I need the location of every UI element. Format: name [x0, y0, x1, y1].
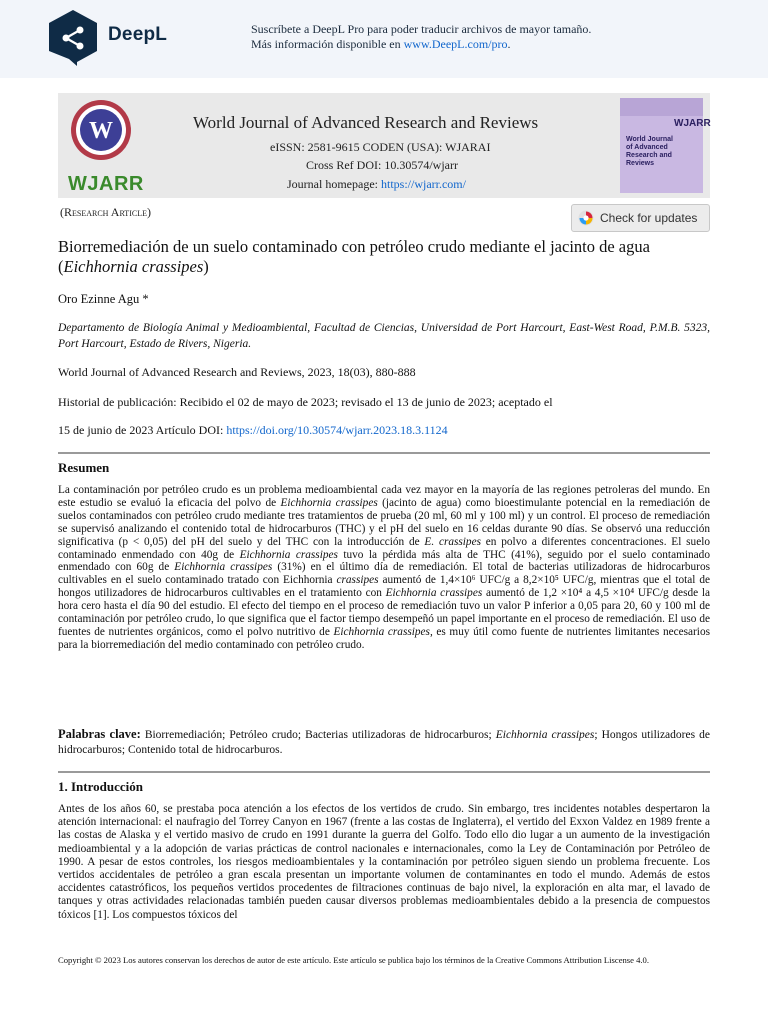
- check-updates-icon: [578, 210, 594, 226]
- copyright-notice: Copyright © 2023 Los autores conservan los derechos de autor de este artículo. Este artículo se publica bajo los términos de la Creative Commons Attribution Liscense 4.0.: [58, 955, 650, 965]
- journal-cover-image: [620, 98, 711, 193]
- abstract-part: tuvo la pérdida más alta de THC (41%), seguido por el suelo contaminado enmendado con 60g de: [58, 548, 710, 574]
- promo-link[interactable]: www.DeepL.com/pro: [403, 37, 508, 51]
- article-doi: [58, 423, 448, 438]
- keywords-label: Palabras clave:: [58, 727, 141, 741]
- abstract-species: Eichhornia crassipes: [385, 587, 483, 600]
- author-affiliation: Departamento de Biología Animal y Medioambiental, Facultad de Ciencias, Universidad de Port Harcourt, East-West Road, P.M.B. 5323, Port Harcourt, Estado de Rivers, Nigeria.: [58, 322, 710, 350]
- abstract-species: Eichhornia crassipes,: [333, 625, 433, 638]
- abstract-part: La contaminación por petróleo crudo es un problema medioambiental cada vez mayor en la mayoría de las regiones petroleras del mundo. En este estudio se evaluó la eficacia del polvo de: [58, 484, 710, 509]
- abstract-species: Eichhornia crassipes: [239, 548, 338, 561]
- doi-prefix: 15 de junio de 2023 Artículo DOI:: [58, 423, 227, 437]
- abstract-part: en polvo a diferentes concentraciones. El suelo contaminado enmendado con 40g de: [58, 535, 710, 561]
- promo-prefix: Más información disponible en: [251, 37, 404, 51]
- abstract-part: (31%) en el último día de remediación. El total de bacterias utilizadoras de hidrocarburos cultivables en el suelo contaminado tratado con Eichhornia: [58, 561, 710, 587]
- abstract-species: Eichhornia crassipes: [174, 561, 273, 574]
- cover-top-band: [620, 98, 703, 116]
- check-for-updates-button[interactable]: [571, 204, 710, 232]
- keywords-text: Biorremediación; Petróleo crudo; Bacterias utilizadoras de hidrocarburos;: [140, 729, 496, 741]
- journal-homepage: [287, 177, 466, 192]
- abstract-heading: Resumen: [58, 460, 110, 475]
- promo-line-2: [251, 37, 591, 52]
- homepage-label: Journal homepage:: [287, 177, 381, 191]
- article-type: (Research Article): [60, 205, 151, 219]
- promo-text: [251, 22, 591, 52]
- journal-seal-icon: [70, 99, 132, 161]
- deepl-logo-icon[interactable]: [47, 9, 99, 67]
- author-name: Oro Ezinne Agu *: [58, 292, 149, 306]
- publication-history: Historial de publicación: Recibido el 02 de mayo de 2023; revisado el 13 de junio de 2023; aceptado el: [58, 395, 553, 409]
- journal-acronym: WJARR: [68, 173, 144, 195]
- section-divider: [58, 452, 710, 454]
- deepl-banner: [0, 0, 768, 78]
- abstract-part: aumentó de 1,2 ×10⁴ a 4,5 ×10⁴ UFC/g desde la hora cero hasta el día 90 del estudio. El efecto del tiempo en el proceso de remediación tuvo un valor P inferior a 0,05 para 20, 60 y 100 ml de contaminación por petróleo crudo, lo que significa que el factor tiempo desempeñó un papel importante en el proceso de remediación. El uso de fuentes de nutrientes orgánicos, como el polvo nutritivo de: [58, 587, 710, 638]
- section-divider: [58, 771, 710, 773]
- seal-letter: W: [89, 118, 113, 144]
- doi-link[interactable]: https://doi.org/10.30574/wjarr.2023.18.3.1124: [226, 423, 448, 437]
- check-updates-label: Check for updates: [600, 211, 698, 225]
- cover-acronym: WJARR: [674, 118, 711, 129]
- journal-issn: eISSN: 2581-9615 CODEN (USA): WJARAI: [270, 140, 491, 154]
- intro-heading: 1. Introducción: [58, 779, 143, 794]
- citation: World Journal of Advanced Research and Reviews, 2023, 18(03), 880-888: [58, 365, 416, 379]
- promo-line-1: Suscríbete a DeepL Pro para poder traducir archivos de mayor tamaño.: [251, 22, 592, 36]
- deepl-wordmark[interactable]: DeepL: [108, 24, 168, 45]
- title-species: Eichhornia crassipes: [63, 257, 204, 276]
- title-text: Biorremediación de un suelo contaminado con petróleo crudo mediante el jacinto de agua (: [58, 237, 650, 276]
- homepage-link[interactable]: https://wjarr.com/: [380, 177, 466, 191]
- abstract-part: es muy útil como fuente de nutrientes limitantes necesarios para la biorremediación del medio contaminado con petróleo crudo.: [58, 625, 710, 651]
- title-end: ): [203, 257, 209, 276]
- abstract-part: aumentó de 1,4×10⁶ UFC/g a 8,2×10⁵ UFC/g, mientras que el total de hongos utilizadores de hidrocarburos cultivables en el tratamiento con: [58, 574, 710, 600]
- keywords: [58, 727, 710, 758]
- abstract-species: Eichhornia crassipes: [280, 496, 378, 509]
- article-title: [58, 237, 710, 277]
- abstract-text: [58, 484, 710, 652]
- abstract-part: (jacinto de agua) como bioestimulante potencial en la remediación de suelos contaminados con petróleo crudo mediante tres tratamientos de prueba (20 ml, 60 ml y 100 ml) y un control. El proceso de remediación se supervisó analizando el contenido total de hidrocarburos (THC) y el pH del suelo en 16 celdas durante 90 días. Se observó una reducción significativa (p < 0,05) del pH del suelo y del THC con la introducción de: [58, 496, 710, 548]
- keywords-text: ; Hongos utilizadores de hidrocarburos; Contenido total de hidrocarburos.: [58, 729, 710, 756]
- journal-header: [58, 93, 710, 198]
- journal-title: World Journal of Advanced Research and Reviews: [193, 113, 539, 132]
- keywords-species: Eichhornia crassipes: [495, 729, 595, 741]
- promo-suffix: .: [507, 37, 511, 51]
- abstract-species: E. crassipes: [424, 535, 481, 548]
- abstract-species: crassipes: [336, 574, 379, 587]
- intro-text: Antes de los años 60, se prestaba poca atención a los efectos de los vertidos de crudo. Sin embargo, tres incidentes notables despertaron la atención internacional: el naufragio del Torrey Canyon en 1967 (frente a las costas de Inglaterra), el vertido del Exxon Valdez en 1989 frente a las costas de Alaska y el vertido masivo de crudo en 1991 durante la guerra del Golfo. Todo ello dio lugar a un aumento de la investigación medioambiental y a la adopción de varias prácticas de control nacionales e internacionales, como la Ley de Contaminación por Petróleo de 1990. A pesar de estos controles, los riesgos medioambientales y la contaminación por petróleo siguen siendo un problema frecuente. Los vertidos accidentales de petróleo a gran escala presentan un importante volumen de contaminantes en todo el mundo. Además de estos accidentes catastróficos, los pequeños vertidos procedentes de filtraciones continuas de bajo nivel, la exploración en alta mar, el lavado de tanques y otras actividades relacionadas también pueden causar diversos problemas medioambientales debido a la presencia de compuestos tóxicos [1]. Los compuestos tóxicos del: [58, 803, 710, 921]
- cover-title: World Journal of Advanced Research and Reviews: [626, 136, 673, 167]
- journal-crossref: Cross Ref DOI: 10.30574/wjarr: [306, 158, 458, 172]
